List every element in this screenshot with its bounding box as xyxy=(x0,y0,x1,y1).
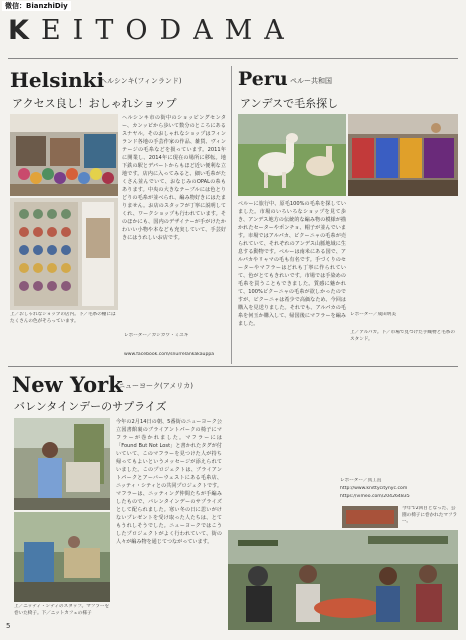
newyork-body-col3 xyxy=(340,418,458,474)
helsinki-credit: レポーター／カシカワ・ミユキ xyxy=(124,333,189,338)
newyork-cafe-photo xyxy=(14,512,110,602)
newyork-small-photo xyxy=(342,506,398,528)
helsinki-city: Helsinki xyxy=(10,68,105,92)
newyork-url2[interactable]: https://vimeo.com/204264835 xyxy=(340,494,410,499)
newyork-credit: レポーター／真工直 xyxy=(340,478,382,483)
helsinki-shop-photo xyxy=(10,114,118,196)
helsinki-caption: 上／おしゃれなショップの店内。下／毛糸の棚にはたくさんの色がそろっています。 xyxy=(10,312,116,324)
helsinki-yarn-shelf-photo xyxy=(10,198,118,310)
helsinki-url[interactable]: www.facebook.com/snurrelankakauppa xyxy=(124,352,215,357)
peru-subhead: アンデスで毛糸探し xyxy=(240,97,339,110)
masthead-title xyxy=(8,15,460,51)
column-divider xyxy=(231,66,232,364)
peru-alpaca-photo xyxy=(238,114,346,196)
peru-country: ペルー共和国 xyxy=(290,77,332,85)
masthead-rest: EITODAMA xyxy=(40,15,296,46)
newyork-country: ニューヨーク(アメリカ) xyxy=(118,382,193,390)
peru-city: Peru xyxy=(238,68,288,90)
peru-body-col1: ペルーに旅行中、原毛100%の毛糸を探していました。市場のいろいろなショップを見て歩き、アンデス地方の伝統的な編み物の模様が描かれたセーターやポンチョ、帽子が並んでいます。市場ではアルパカ、ビクーニャの毛糸が売られていて、それぞれのアンデス山脈地域に生息する動物です。ペルーは南米にある国で、アルパカやリャマの毛も有名です。手づくりのセーターやマフラーはどれも丁寧に作られていて、色がとてもきれいです。市場では手染めの毛糸を買うこともできました。質感に魅かれて、100%ビクーニャの毛糸が欲しかったのですが、ビクーニャは希少で高価なため、今回は購入を見送りました。それでも、アルパカの毛糸を何玉か購入して、帰国後にマフラーを編みました。 xyxy=(238,201,346,327)
helsinki-subhead: アクセス良し！おしゃれショップ xyxy=(12,97,177,110)
newyork-photo-caption: 今年で2回目となった、公園の椅子に巻かれたマフラー。 xyxy=(402,506,458,524)
helsinki-country: ヘルシンキ(フィンランド) xyxy=(100,77,182,85)
peru-body-col2 xyxy=(350,200,458,308)
watermark: 微信：BianzhiDiy xyxy=(2,1,71,11)
masthead-first-letter: K xyxy=(8,15,41,46)
peru-market-photo xyxy=(348,114,458,196)
newyork-city: New York xyxy=(12,372,123,397)
newyork-staff-photo xyxy=(14,418,110,510)
peru-credit: レポーター／成田明美 xyxy=(350,312,396,317)
peru-caption: 上／アルパカ。下／市場で見つけた手織物と毛糸のスタンド。 xyxy=(350,330,455,342)
section-divider xyxy=(8,366,458,367)
newyork-body-col1: 今年の2月14日の朝、5番街のニューヨーク公立図書館裏のブライアントパークの椅子にマフラーが巻かれました。マフラーには「Found But Not Lost」と書かれたタグが付いていて、このマフラーを見つけた人が持ち帰ってもよいというメッセージが添えられていました。このプロジェクトは、ブライアントパークとアーバーウェストにある毛糸店、ニッティ・シティとの共同プロジェクトです。マフラーは、ニッティング仲間たちが手編みしたもので、バレンタインデーのサプライズとして配られました。寒い冬の日に思いがけないプレゼントを受け取った人たちは、とてもうれしそうでした。ニューヨークではこうしたプロジェクトがよく行われていて、街の人々が編み物を通じてつながっています。 xyxy=(116,419,222,545)
page-number: 5 xyxy=(6,622,11,630)
newyork-url1[interactable]: http://www.knittycitynyc.com xyxy=(340,486,408,491)
newyork-subhead: バレンタインデーのサプライズ xyxy=(14,400,167,413)
newyork-caption: 上／ニッティ・シティのスタッフ。マフラーを巻いた椅子。下／ニットカフェの様子 xyxy=(14,604,110,616)
helsinki-body: ヘルシンキ市の街中のショッピングセンター、カンッピから歩いて数分のところにあるスナヤル。そのおしゃれなショップはフィンランド各地の手芸作家の作品、雑貨、ヴィンテージの毛糸などを扱っています。2011年に開業し、2014年に現在の場所に移転。地下鉄の駅とデパートからもほど近い便利な立地です。店内に入ってみると、細い毛糸がたくさん並んでいて、おなじみのOPALの糸もあります。中央の大きなテーブルには色とりどりの毛糸が並べられ、編み物好きにはたまりません。お店のスタッフが丁寧に説明してくれ、ワークショップも行われています。そのほかにも、国内のデザイナーが手がけたかわいい小物や本なども充実していて、手芸好きにはうれしいお店です。 xyxy=(122,115,226,241)
newyork-body-col2 xyxy=(228,418,334,514)
masthead-divider xyxy=(8,58,458,59)
newyork-park-photo xyxy=(228,530,458,630)
